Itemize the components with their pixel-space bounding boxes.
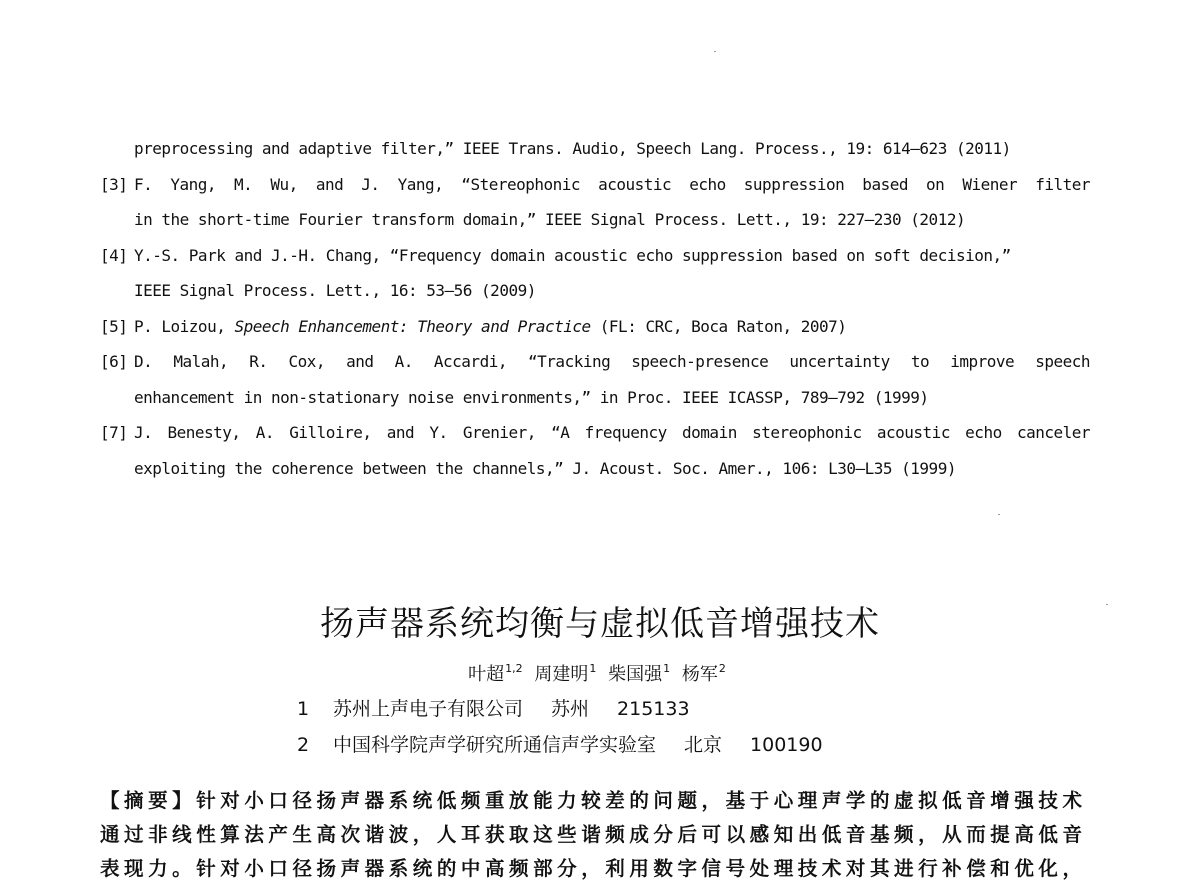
- affiliation-city: 北京: [684, 734, 723, 756]
- reference-item: [100, 131, 1090, 167]
- scan-speck: [998, 514, 1000, 515]
- reference-item: [100, 344, 1090, 415]
- abstract-line: 通过非线性算法产生高次谐波，人耳获取这些谐频成分后可以感知出低音基频，从而提高低音: [100, 823, 1082, 846]
- reference-number: [6]: [100, 352, 128, 371]
- reference-line: IEEE Signal Process. Lett., 16: 53–56 (2009): [134, 281, 536, 300]
- author-affiliation-mark: 1: [663, 662, 671, 675]
- author-list: [0, 660, 1200, 686]
- abstract: [100, 784, 1082, 886]
- author-affiliation-mark: 1,2: [505, 662, 523, 675]
- reference-item: [100, 167, 1090, 238]
- scan-speck: [714, 51, 716, 52]
- author-name: 杨军: [681, 664, 718, 685]
- author-affiliation-mark: 1: [589, 662, 597, 675]
- reference-book-title: Speech Enhancement: Theory and Practice: [234, 316, 591, 336]
- reference-authors: P. Loizou,: [134, 316, 235, 336]
- reference-line: [134, 309, 1090, 345]
- reference-number: [3]: [100, 174, 128, 194]
- reference-line: in the short-time Fourier transform domain,” IEEE Signal Process. Lett., 19: 227–230 (2012): [134, 210, 966, 229]
- author-name: 周建明: [534, 664, 589, 685]
- reference-line: exploiting the coherence between the channels,” J. Acoust. Soc. Amer., 106: L30–L35 (1999): [134, 458, 956, 478]
- abstract-line: 【摘要】针对小口径扬声器系统低频重放能力较差的问题，基于心理声学的虚拟低音增强技术: [100, 789, 1082, 812]
- affiliation-city: 苏州: [551, 698, 590, 720]
- reference-item: [100, 309, 1090, 345]
- affiliation-org: 中国科学院声学研究所通信声学实验室: [333, 734, 657, 756]
- affiliation-number: 2: [297, 734, 310, 756]
- affiliation-line: [297, 730, 823, 757]
- reference-item: [100, 238, 1090, 309]
- paper-title: 扬声器系统均衡与虚拟低音增强技术: [320, 604, 880, 644]
- author-name: 柴国强: [608, 664, 663, 685]
- author-affiliation-mark: 2: [718, 662, 726, 675]
- reference-number: [4]: [100, 245, 128, 265]
- reference-line: preprocessing and adaptive filter,” IEEE Trans. Audio, Speech Lang. Process., 19: 614–623 (2011): [134, 139, 1011, 158]
- reference-line: F. Yang, M. Wu, and J. Yang, “Stereophonic acoustic echo suppression based on Wiener filter: [134, 174, 1090, 194]
- reference-publisher: (FL: CRC, Boca Raton, 2007): [590, 316, 847, 336]
- affiliation-postcode: 215133: [617, 698, 690, 720]
- affiliation-number: 1: [297, 698, 310, 720]
- author-name: 叶超: [468, 664, 505, 685]
- affiliation-postcode: 100190: [750, 734, 823, 756]
- reference-item: [100, 415, 1090, 486]
- reference-list: [100, 131, 1090, 486]
- affiliation-org: 苏州上声电子有限公司: [333, 698, 524, 720]
- reference-line: enhancement in non-stationary noise environments,” in Proc. IEEE ICASSP, 789–792 (1999): [134, 387, 929, 407]
- scan-speck: [1106, 604, 1108, 605]
- reference-number: [7]: [100, 423, 128, 442]
- reference-line: Y.-S. Park and J.-H. Chang, “Frequency domain acoustic echo suppression based on soft decision,”: [134, 245, 1011, 265]
- reference-number: [5]: [100, 316, 128, 336]
- abstract-line: 表现力。针对小口径扬声器系统的中高频部分，利用数字信号处理技术对其进行补偿和优化，: [100, 857, 1082, 880]
- reference-line: D. Malah, R. Cox, and A. Accardi, “Tracking speech-presence uncertainty to improve speech: [134, 352, 1090, 371]
- affiliation-line: [297, 694, 690, 721]
- reference-line: J. Benesty, A. Gilloire, and Y. Grenier, “A frequency domain stereophonic acoustic echo canceler: [134, 423, 1090, 442]
